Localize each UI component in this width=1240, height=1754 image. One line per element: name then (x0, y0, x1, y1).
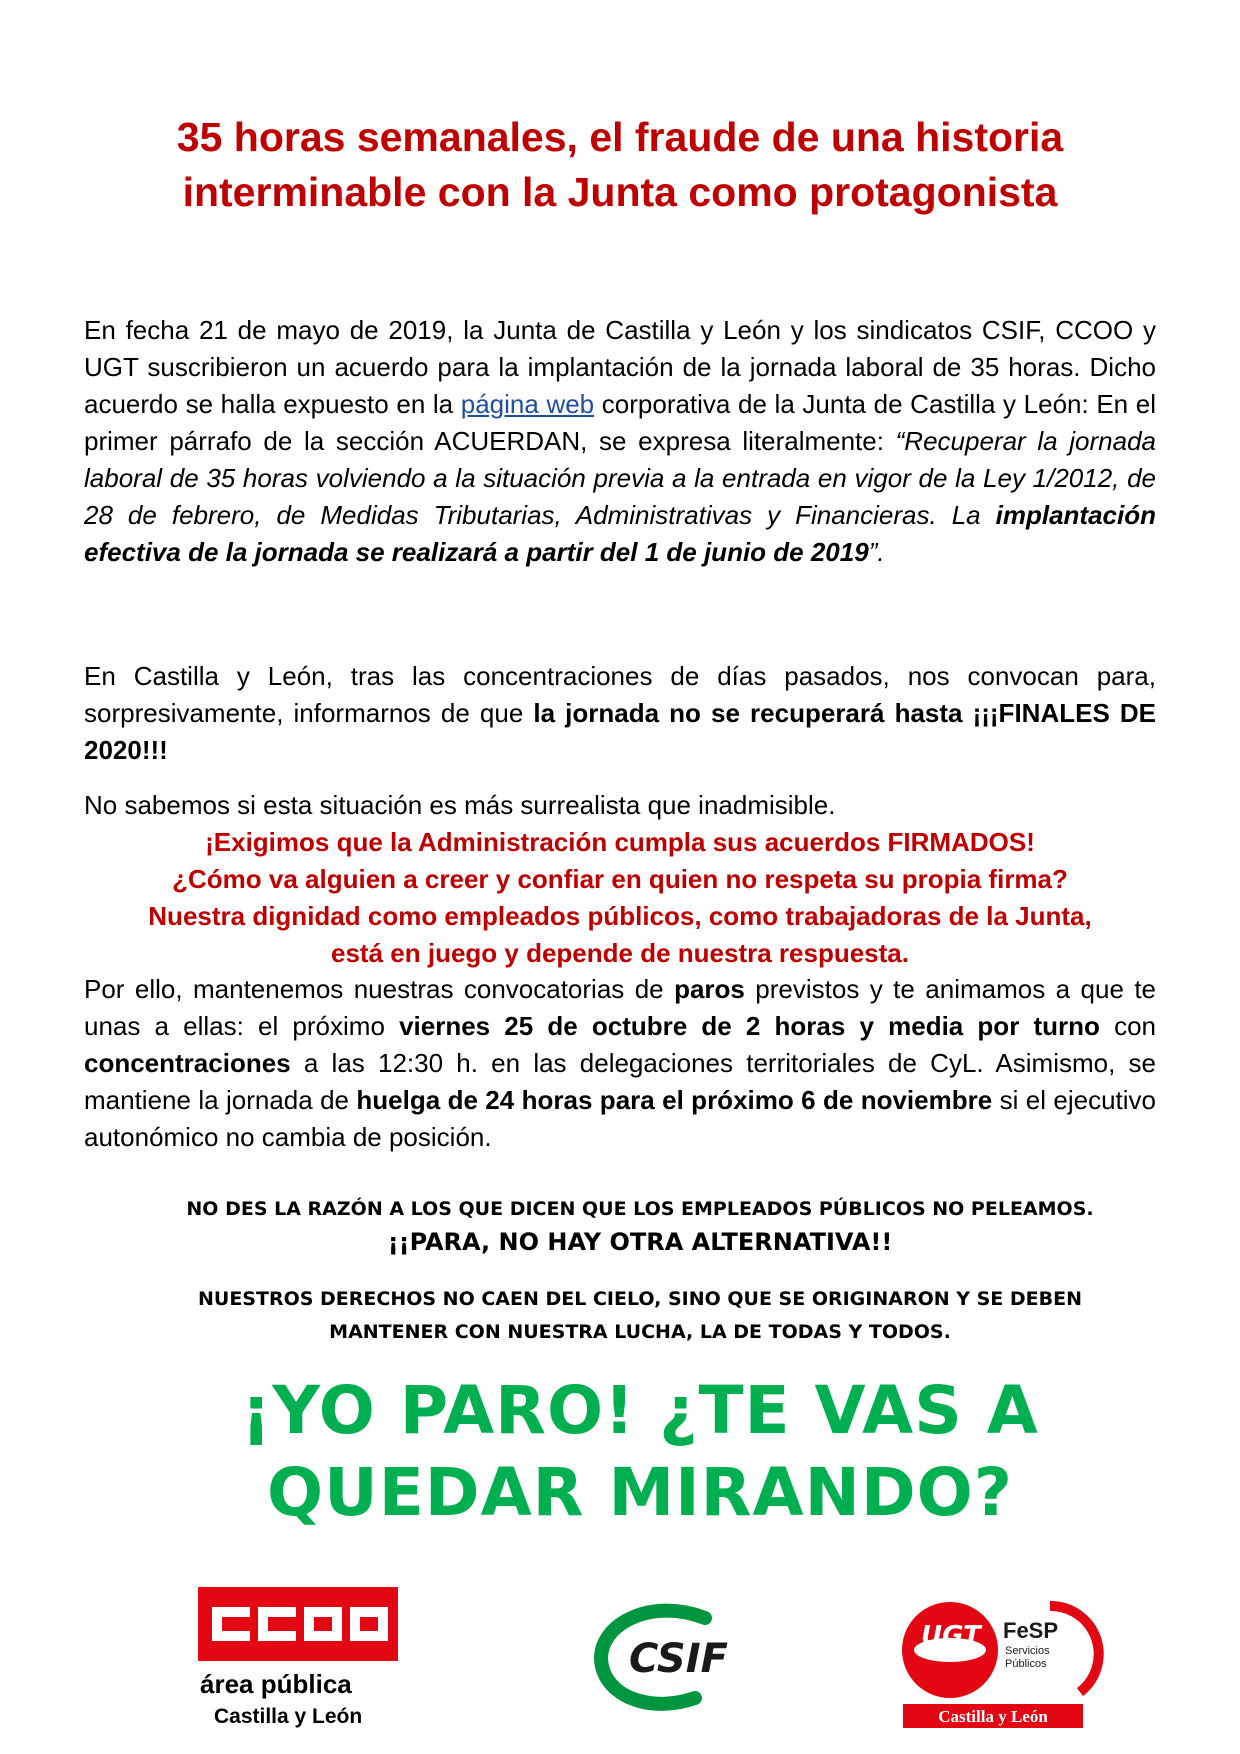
csif-logo (585, 1600, 755, 1720)
cta-line-1: ¡YO PARO! ¿TE VAS A (241, 1372, 1039, 1449)
cta-line-2: QUEDAR MIRANDO? (267, 1454, 1013, 1531)
demand-line: está en juego y depende de nuestra respuesta. (331, 938, 909, 968)
ugt-region-text: Castilla y León (938, 1707, 1048, 1726)
slogan-emphasis: ¡¡PARA, NO HAY OTRA ALTERNATIVA!! (387, 1228, 893, 1256)
demand-line: Nuestra dignidad como empleados públicos, como trabajadoras de la Junta, (148, 901, 1092, 931)
slogan-fight (150, 1193, 1130, 1261)
text: con (1099, 1011, 1156, 1041)
fesp-sub-text: Servicios (1005, 1645, 1050, 1657)
paragraph-announcement (84, 658, 1156, 769)
ugt-logo-text: UGT (921, 1621, 981, 1651)
text: previstos y te animamos a que te unas a ellas: el próximo (84, 974, 1157, 1041)
text: En fecha 21 de mayo de 2019, la Junta de Castilla y León y los sindicatos CSIF, CCOO y UGT suscribieron un acuerdo para la implantación de la jornada laboral de 35 horas. Dicho acuerdo se halla expuesto en la (84, 315, 1156, 419)
quote-end: ”. (868, 537, 885, 567)
page-title: 35 horas semanales, el fraude de una historia interminable con la Junta como protagonista (176, 114, 1064, 215)
ccoo-logo (196, 1585, 428, 1735)
csif-logo-text: CSIF (629, 1636, 728, 1682)
slogan-rights: NUESTROS DERECHOS NO CAEN DEL CIELO, SINO QUE SE ORIGINARON Y SE DEBEN MANTENER CON NUESTRA LUCHA, LA DE TODAS Y TODOS. (197, 1288, 1083, 1343)
call-to-action (180, 1370, 1100, 1534)
bold-text: huelga de 24 horas para el próximo 6 de noviembre (356, 1085, 993, 1115)
quote-bold-text: implantación efectiva de la jornada se realizará a partir del 1 de junio de 2019 (84, 500, 1156, 567)
text: Por ello, mantenemos nuestras convocatorias de (84, 974, 675, 1004)
bold-text: la jornada no se recuperará hasta ¡¡¡FINALES DE 2020!!! (84, 698, 1156, 765)
text: a las 12:30 h. en las delegaciones territoriales de CyL. Asimismo, se mantiene la jornada de (84, 1048, 1156, 1115)
paragraph-demands (84, 787, 1156, 972)
bold-text: paros (674, 974, 745, 1004)
web-page-link[interactable]: página web (460, 389, 595, 419)
bold-text: concentraciones (84, 1048, 291, 1078)
demand-line: ¡Exigimos que la Administración cumpla sus acuerdos FIRMADOS! (205, 827, 1035, 857)
fesp-sub-text: Públicos (1005, 1658, 1047, 1670)
quote-text: “Recuperar la jornada laboral de 35 horas volviendo a la situación previa a la entrada en vigor de la Ley 1/2012, de 28 de febrero, de Medidas Tributarias, Administrativas y Financieras. La (84, 426, 1156, 530)
fesp-logo-text: FeSP (1003, 1618, 1059, 1643)
bold-text: viernes 25 de octubre de 2 horas y media por turno (399, 1011, 1100, 1041)
demand-line: ¿Cómo va alguien a creer y confiar en quien no respeta su propia firma? (172, 864, 1068, 894)
ccoo-logo-line2: Castilla y León (214, 1705, 363, 1728)
text: En Castilla y León, tras las concentraciones de días pasados, nos convocan para, sorpresivamente, informarnos de que (84, 661, 1156, 728)
ugt-fesp-logo (895, 1592, 1105, 1732)
text: corporativa de la Junta de Castilla y León: En el primer párrafo de la sección ACUERDAN, se expresa literalmente: (84, 389, 1157, 456)
ccoo-logo-line1: área pública (200, 1669, 352, 1699)
paragraph-agreement (84, 312, 1156, 571)
text: No sabemos si esta situación es más surrealista que inadmisible. (84, 790, 836, 820)
slogan-text: NO DES LA RAZÓN A LOS QUE DICEN QUE LOS EMPLEADOS PÚBLICOS NO PELEAMOS. (186, 1198, 1094, 1220)
text: si el ejecutivo autonómico no cambia de posición. (84, 1085, 1156, 1152)
paragraph-strike-call (84, 971, 1156, 1156)
